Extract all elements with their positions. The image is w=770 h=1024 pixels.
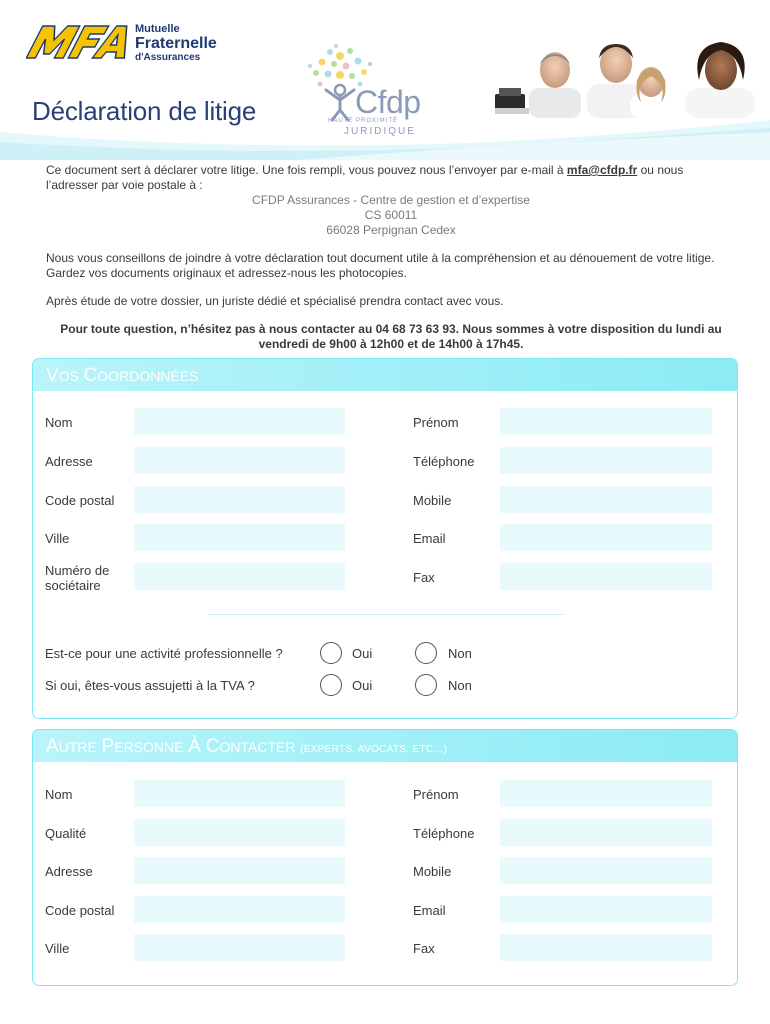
- label-fax: Fax: [413, 570, 435, 585]
- label-tva-oui: Oui: [352, 678, 373, 693]
- nom-field[interactable]: [134, 408, 345, 435]
- label-ville: Ville: [45, 941, 70, 956]
- contact-nom-field[interactable]: [134, 780, 345, 807]
- email-link[interactable]: mfa@cfdp.fr: [566, 163, 638, 177]
- section-vos-coordonnees: [32, 358, 738, 719]
- contact-email-field[interactable]: [500, 896, 712, 923]
- label-adresse: Adresse: [45, 864, 93, 879]
- email-field[interactable]: [500, 524, 712, 551]
- cfdp-tagline-1: HAUTE PROXIMITÉ: [328, 118, 399, 124]
- page-header: [0, 0, 770, 160]
- label-ville: Ville: [45, 531, 70, 546]
- contact-paragraph: Pour toute question, n’hésitez pas à nous contacter au 04 68 73 63 93. Nous sommes à votre disposition du lundi au vendredi de 9h00 à 12h00 et de 14h00 à 17h45.: [60, 322, 722, 351]
- label-tva-non: Non: [448, 678, 472, 693]
- postal-address-line-1: CFDP Assurances - Centre de gestion et d’expertise: [252, 193, 530, 207]
- numero-societaire-field[interactable]: [134, 563, 345, 590]
- mfa-company-name: [135, 24, 217, 63]
- prenom-field[interactable]: [500, 408, 712, 435]
- section-subtitle: (EXPERTS, AVOCATS, ETC…): [300, 744, 448, 755]
- intro-p1-text-end: ou nous l’adresser par voie postale à :: [46, 163, 684, 192]
- radio-tva-oui[interactable]: [320, 674, 342, 696]
- section-header: [33, 730, 737, 762]
- label-nom: Nom: [45, 787, 73, 802]
- question-activite-pro: Est-ce pour une activité professionnelle ?: [45, 646, 283, 661]
- intro-paragraph-3: Après étude de votre dossier, un juriste dédié et spécialisé prendra contact avec vous.: [46, 294, 504, 308]
- label-mobile: Mobile: [413, 493, 452, 508]
- fax-field[interactable]: [500, 563, 712, 590]
- intro-text: [46, 163, 736, 352]
- mfa-name-line3: d'Assurances: [135, 52, 201, 63]
- contact-fax-field[interactable]: [500, 934, 712, 961]
- label-telephone: Téléphone: [413, 454, 475, 469]
- telephone-field[interactable]: [500, 447, 712, 474]
- contact-adresse-field[interactable]: [134, 857, 345, 884]
- label-qualite: Qualité: [45, 826, 87, 841]
- contact-mobile-field[interactable]: [500, 857, 712, 884]
- radio-activite-oui[interactable]: [320, 642, 342, 664]
- section-title: AUTRE PERSONNE À CONTACTER: [46, 736, 296, 757]
- label-telephone: Téléphone: [413, 826, 475, 841]
- label-activite-non: Non: [448, 646, 472, 661]
- postal-address-line-2: CS 60011: [364, 208, 418, 222]
- section-header: [33, 359, 737, 391]
- family-photo: [495, 40, 757, 118]
- label-prenom: Prénom: [413, 415, 459, 430]
- ville-field[interactable]: [134, 524, 345, 551]
- label-fax: Fax: [413, 941, 435, 956]
- label-numero-societaire: [45, 563, 109, 593]
- radio-activite-non[interactable]: [415, 642, 437, 664]
- label-prenom: Prénom: [413, 787, 459, 802]
- contact-code-postal-field[interactable]: [134, 896, 345, 923]
- label-numero-line2: sociétaire: [45, 578, 101, 593]
- label-activite-oui: Oui: [352, 646, 373, 661]
- label-code-postal: Code postal: [45, 493, 115, 508]
- radio-tva-non[interactable]: [415, 674, 437, 696]
- label-code-postal: Code postal: [45, 903, 115, 918]
- page-title: Déclaration de litige: [32, 96, 257, 126]
- section-title: VOS COORDONNÉES: [46, 365, 199, 386]
- mobile-field[interactable]: [500, 486, 712, 513]
- contact-qualite-field[interactable]: [134, 819, 345, 846]
- contact-prenom-field[interactable]: [500, 780, 712, 807]
- section-autre-personne: [32, 729, 738, 986]
- contact-telephone-field[interactable]: [500, 819, 712, 846]
- label-mobile: Mobile: [413, 864, 452, 879]
- intro-paragraph-1: [46, 163, 736, 193]
- label-email: Email: [413, 903, 446, 918]
- postal-address-line-3: 66028 Perpignan Cedex: [326, 223, 456, 237]
- cfdp-tagline-2: JURIDIQUE: [344, 126, 416, 137]
- label-email: Email: [413, 531, 446, 546]
- mfa-name-line2: Fraternelle: [135, 35, 217, 52]
- cfdp-logo-text: Cfdp: [355, 84, 421, 120]
- label-numero-line1: Numéro de: [45, 563, 110, 578]
- mfa-name-line1: Mutuelle: [135, 23, 180, 35]
- adresse-field[interactable]: [134, 447, 345, 474]
- label-adresse: Adresse: [45, 454, 93, 469]
- section-divider: [208, 614, 564, 615]
- mfa-logo-mark: [26, 22, 136, 62]
- contact-ville-field[interactable]: [134, 934, 345, 961]
- intro-paragraph-2: Nous vous conseillons de joindre à votre déclaration tout document utile à la compréhension et au dénouement de votre litige. Gardez vos documents originaux et adressez-nous les photocopies.: [46, 251, 715, 280]
- label-nom: Nom: [45, 415, 73, 430]
- intro-p1-text: Ce document sert à déclarer votre litige. Une fois rempli, vous pouvez nous l’envoyer par e-mail à: [46, 163, 567, 177]
- question-tva: Si oui, êtes-vous assujetti à la TVA ?: [45, 678, 255, 693]
- code-postal-field[interactable]: [134, 486, 345, 513]
